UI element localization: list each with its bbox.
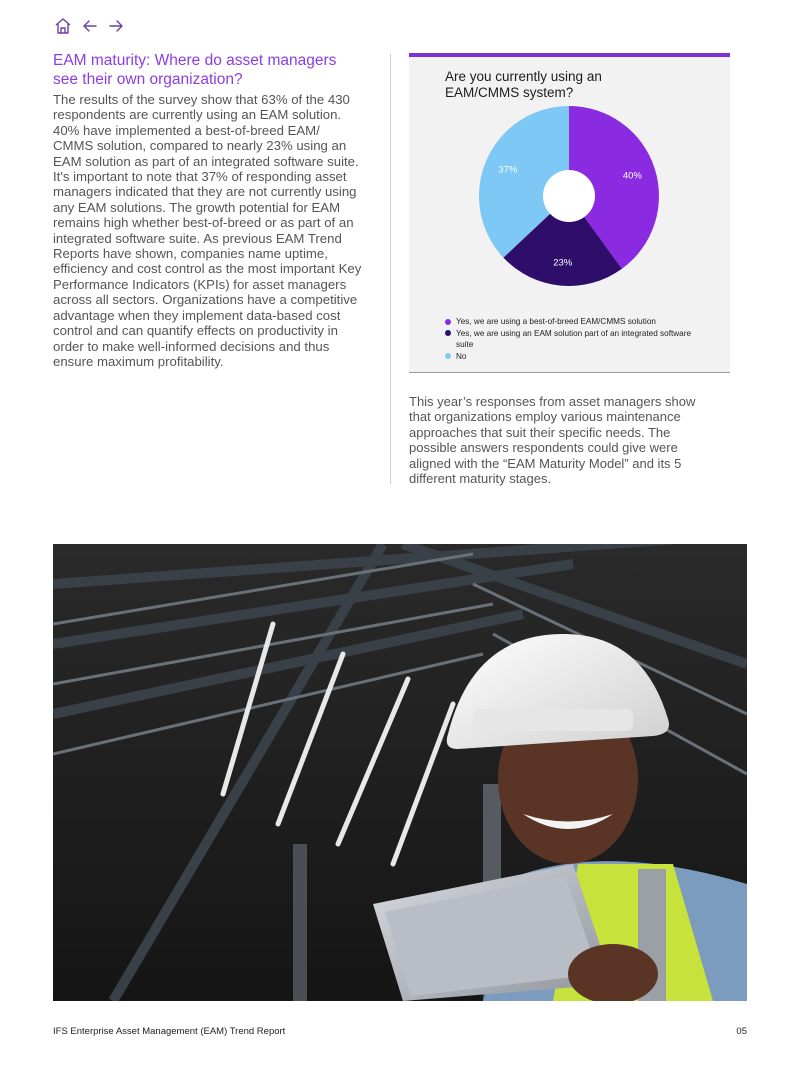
donut-hole	[543, 170, 595, 222]
home-icon	[54, 17, 72, 35]
arrow-right-icon	[108, 19, 124, 33]
legend-swatch	[445, 330, 451, 336]
legend-label: Yes, we are using a best-of-breed EAM/CMMS solution	[456, 317, 656, 326]
legend-item-1	[445, 316, 705, 328]
maturity-intro-text: This year’s responses from asset managers show that organizations employ various maintenance approaches that suit their specific needs. The possible answers respondents could give were aligned with the “EAM Maturity Model” and its 5 different maturity stages.	[409, 394, 696, 487]
home-button[interactable]	[54, 17, 72, 35]
data-label-1: 40%	[622, 170, 642, 182]
donut-chart	[409, 57, 730, 312]
worker-photo	[53, 544, 747, 1001]
chart-title: Are you currently using an EAM/CMMS system?	[445, 69, 602, 100]
footer-report-title: IFS Enterprise Asset Management (EAM) Trend Report	[53, 1026, 286, 1037]
arrow-left-icon	[82, 19, 98, 33]
article-left-column	[53, 51, 363, 369]
legend-label: No	[456, 351, 467, 361]
back-button[interactable]	[82, 19, 98, 33]
chart-panel	[409, 53, 730, 373]
legend-item-2	[445, 328, 705, 351]
page-number: 05	[736, 1026, 747, 1037]
legend-swatch	[445, 353, 451, 359]
legend-label: Yes, we are using an EAM solution part of an integrated software suite	[456, 328, 691, 350]
data-label-2: 23%	[553, 257, 573, 269]
forward-button[interactable]	[108, 19, 124, 33]
chart-legend	[445, 316, 705, 362]
section-heading: EAM maturity: Where do asset managers see their own organization?	[53, 52, 337, 88]
article-body: The results of the survey show that 63% of the 430 respondents are currently using an EAM solution. 40% have implemented a best-of-breed EAM/ CMMS solution, compared to nearly 23% using an EAM solution as part of an integrated software suite. It's important to note that 37% of responding asset managers indicated that they are not currently using any EAM solutions. The growth potential for EAM remains high whether best-of-breed or as part of an integrated software suite. As previous EAM Trend Reports have shown, companies name uptime, efficiency and cost control as the most important Key Performance Indicators (KPIs) for asset managers across all sectors. Organizations have a competitive advantage when they implement data-based cost control and can quantify effects on productivity in order to make well-informed decisions and thus ensure maximum profitability.	[53, 92, 362, 369]
nav-bar	[54, 14, 124, 38]
column-divider	[390, 54, 391, 484]
legend-swatch	[445, 319, 451, 325]
legend-item-3	[445, 351, 705, 363]
data-label-3: 37%	[498, 164, 518, 176]
